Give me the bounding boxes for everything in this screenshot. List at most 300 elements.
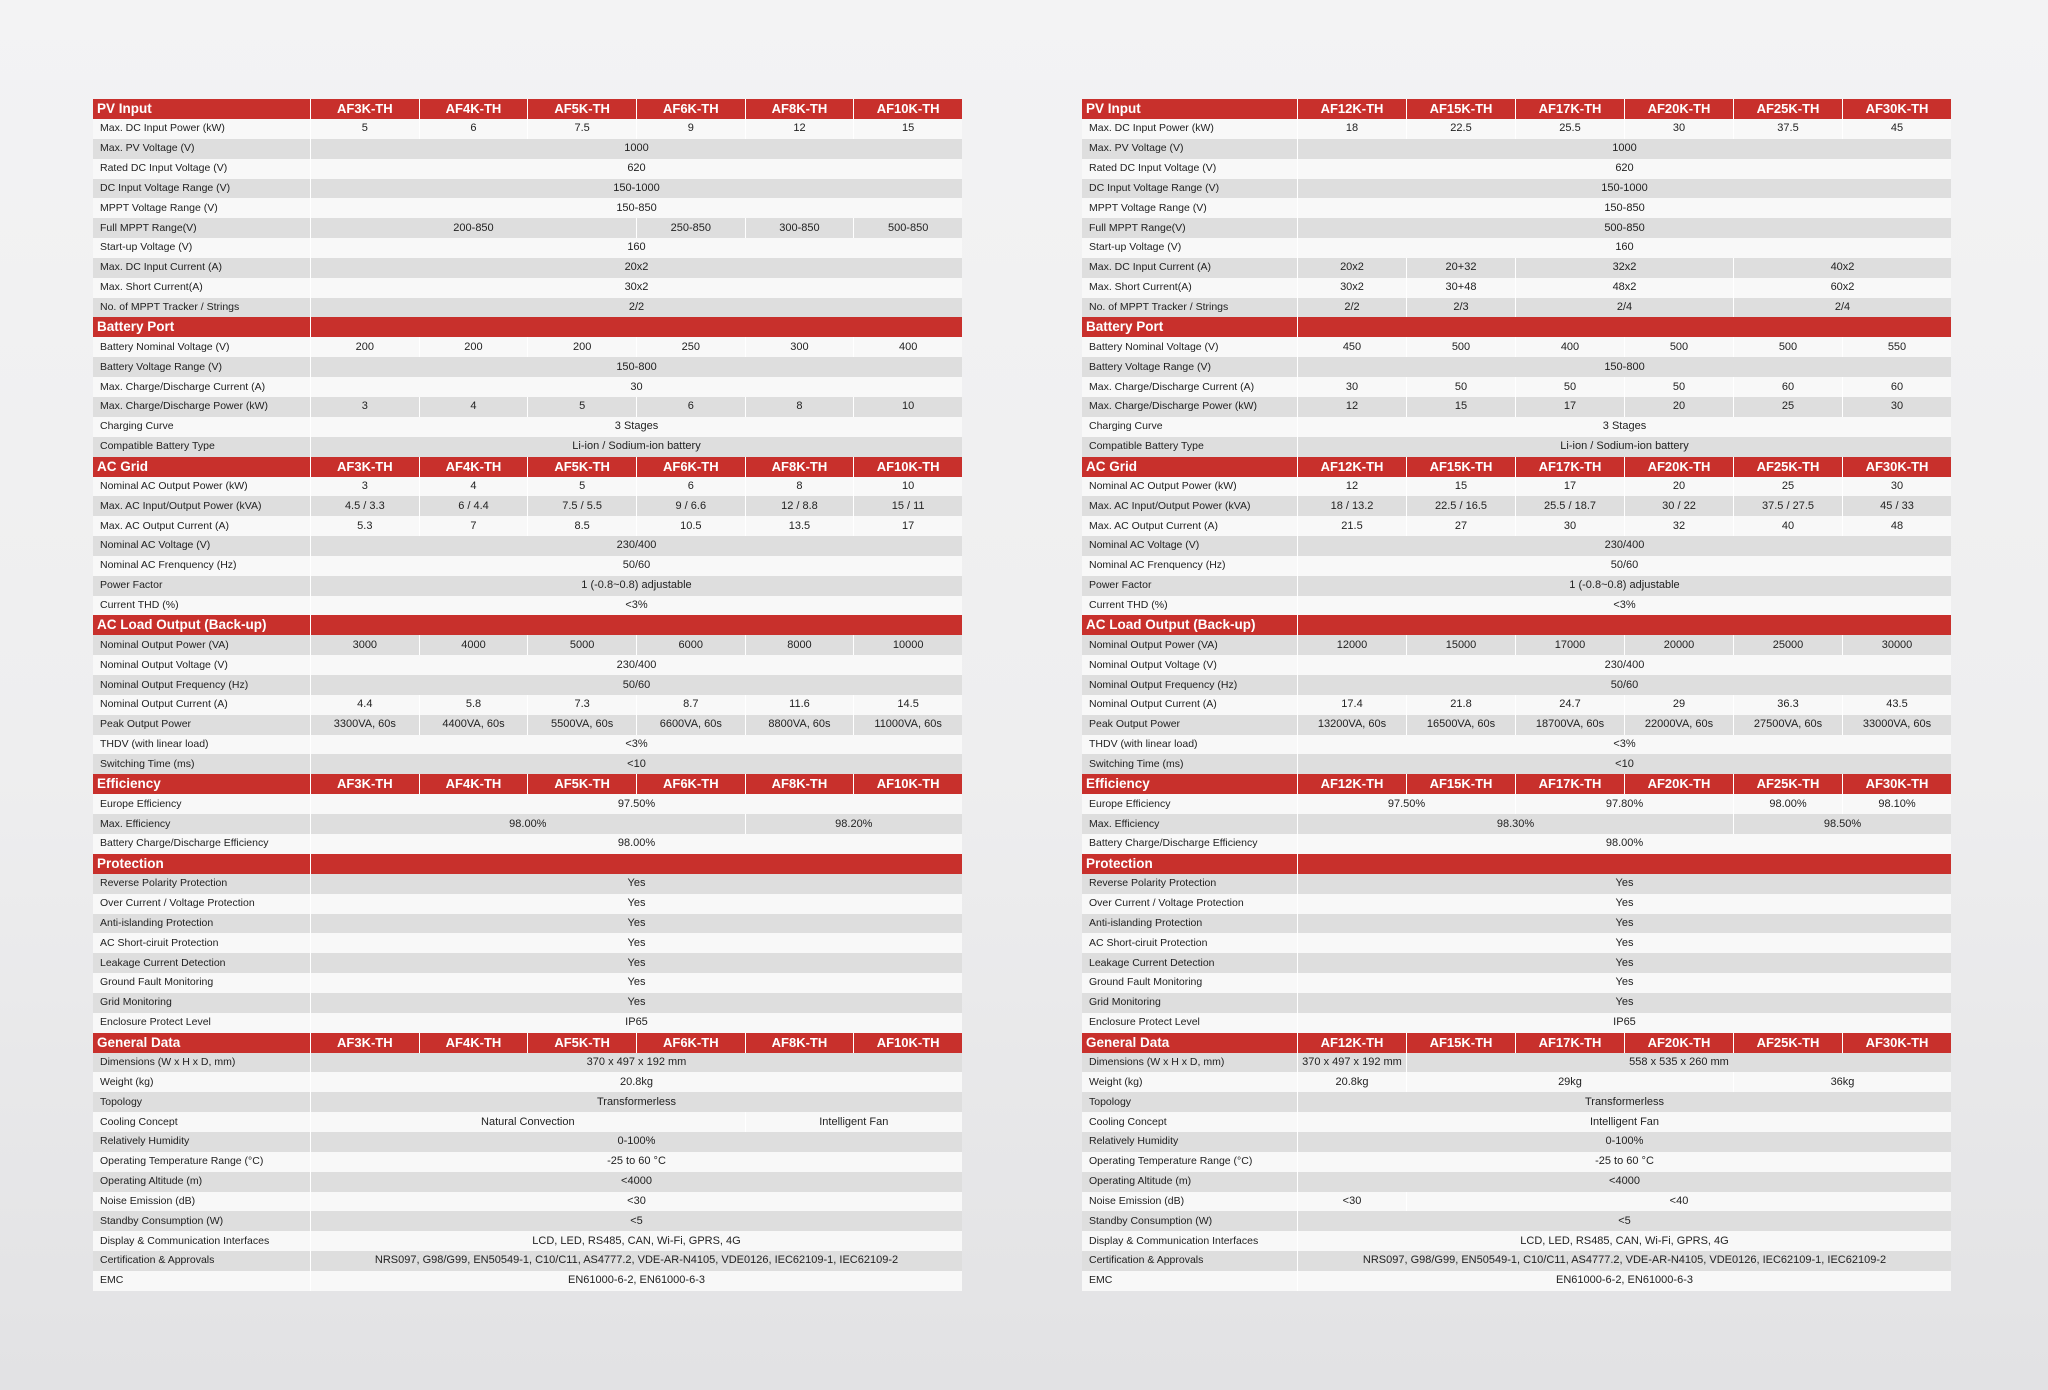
spec-value: 17 [853, 516, 962, 536]
model-header: AF20K-TH [1624, 774, 1733, 794]
spec-label: Nominal AC Frenquency (Hz) [93, 556, 310, 576]
spec-row [93, 278, 962, 298]
spec-value: Transformerless [310, 1092, 962, 1112]
spec-value: 200-850 [310, 218, 636, 238]
model-header: AF3K-TH [310, 99, 419, 119]
spec-value: 500 [1406, 337, 1515, 357]
model-header: AF25K-TH [1733, 457, 1842, 477]
spec-label: Reverse Polarity Protection [93, 874, 310, 894]
spec-row [93, 953, 962, 973]
spec-row [1082, 298, 1951, 318]
spec-row [93, 258, 962, 278]
spec-value: Yes [310, 914, 962, 934]
spec-value: 98.50% [1733, 814, 1951, 834]
spec-label: AC Short-ciruit Protection [1082, 933, 1297, 953]
spec-row [93, 179, 962, 199]
model-header: AF6K-TH [636, 99, 745, 119]
spec-row [1082, 556, 1951, 576]
spec-value: 45 [1842, 119, 1951, 139]
spec-label: THDV (with linear load) [1082, 735, 1297, 755]
section-header [1082, 99, 1951, 119]
spec-label: Grid Monitoring [93, 993, 310, 1013]
spec-row [93, 596, 962, 616]
spec-row [93, 1251, 962, 1271]
spec-row [93, 417, 962, 437]
section-title: Protection [93, 854, 310, 874]
section-title: AC Load Output (Back-up) [93, 615, 310, 635]
spec-label: MPPT Voltage Range (V) [93, 198, 310, 218]
spec-value: 97.80% [1515, 794, 1733, 814]
spec-label: Ground Fault Monitoring [1082, 973, 1297, 993]
spec-label: Enclosure Protect Level [93, 1013, 310, 1033]
spec-row [93, 556, 962, 576]
spec-value: 50 [1624, 377, 1733, 397]
spec-value: 32 [1624, 516, 1733, 536]
spec-value: <3% [1297, 596, 1951, 616]
model-header: AF15K-TH [1406, 99, 1515, 119]
spec-value: 620 [310, 159, 962, 179]
spec-value: 400 [1515, 337, 1624, 357]
spec-label: Max. DC Input Current (A) [93, 258, 310, 278]
section-header [93, 615, 962, 635]
spec-row [93, 933, 962, 953]
spec-label: Nominal Output Power (VA) [1082, 635, 1297, 655]
spec-row [1082, 576, 1951, 596]
spec-label: Max. AC Output Current (A) [1082, 516, 1297, 536]
spec-value: 36kg [1733, 1072, 1951, 1092]
spec-value: 3300VA, 60s [310, 715, 419, 735]
spec-label: Rated DC Input Voltage (V) [93, 159, 310, 179]
model-header: AF3K-TH [310, 774, 419, 794]
section-title: General Data [1082, 1033, 1297, 1053]
section-title: AC Load Output (Back-up) [1082, 615, 1297, 635]
spec-row [1082, 894, 1951, 914]
spec-label: Charging Curve [1082, 417, 1297, 437]
spec-value: 50/60 [310, 556, 962, 576]
spec-value: <3% [1297, 735, 1951, 755]
spec-value: 30 / 22 [1624, 496, 1733, 516]
spec-value: Li-ion / Sodium-ion battery [1297, 437, 1951, 457]
spec-value: 30 [1515, 516, 1624, 536]
spec-value: Yes [1297, 914, 1951, 934]
spec-value: 29 [1624, 695, 1733, 715]
spec-value: IP65 [310, 1013, 962, 1033]
spec-value: 30x2 [1297, 278, 1406, 298]
spec-label: Full MPPT Range(V) [93, 218, 310, 238]
spec-label: Battery Nominal Voltage (V) [93, 337, 310, 357]
spec-row [1082, 735, 1951, 755]
spec-value: 98.10% [1842, 794, 1951, 814]
spec-value: 7.5 / 5.5 [527, 496, 636, 516]
spec-value: 230/400 [310, 536, 962, 556]
spec-label: Topology [1082, 1092, 1297, 1112]
spec-value: 200 [310, 337, 419, 357]
spec-label: Europe Efficiency [93, 794, 310, 814]
spec-label: Max. Charge/Discharge Power (kW) [1082, 397, 1297, 417]
spec-value: 10000 [853, 635, 962, 655]
spec-value: Yes [1297, 993, 1951, 1013]
spec-value: NRS097, G98/G99, EN50549-1, C10/C11, AS4777.2, VDE-AR-N4105, VDE0126, IEC62109-1, IEC62109-2 [1297, 1251, 1951, 1271]
section-header [93, 854, 962, 874]
spec-row [93, 794, 962, 814]
spec-label: Battery Nominal Voltage (V) [1082, 337, 1297, 357]
spec-row [1082, 516, 1951, 536]
spec-row [1082, 754, 1951, 774]
spec-value: EN61000-6-2, EN61000-6-3 [1297, 1271, 1951, 1291]
spec-value: Natural Convection [310, 1112, 745, 1132]
spec-value: <3% [310, 596, 962, 616]
spec-value: 2/3 [1406, 298, 1515, 318]
spec-row [93, 218, 962, 238]
spec-label: Leakage Current Detection [93, 953, 310, 973]
spec-label: Max. Efficiency [93, 814, 310, 834]
spec-row [1082, 1211, 1951, 1231]
spec-row [1082, 258, 1951, 278]
section-header-fill [1297, 854, 1951, 874]
spec-value: Intelligent Fan [1297, 1112, 1951, 1132]
section-title: Battery Port [1082, 317, 1297, 337]
spec-label: Max. Charge/Discharge Current (A) [1082, 377, 1297, 397]
spec-row [93, 496, 962, 516]
model-header: AF15K-TH [1406, 774, 1515, 794]
spec-row [1082, 1013, 1951, 1033]
section-header-fill [1297, 615, 1951, 635]
spec-value: 60 [1733, 377, 1842, 397]
spec-value: 22.5 [1406, 119, 1515, 139]
spec-label: Ground Fault Monitoring [93, 973, 310, 993]
spec-row [93, 1271, 962, 1291]
spec-value: 150-850 [310, 198, 962, 218]
spec-value: 20 [1624, 397, 1733, 417]
spec-value: 20.8kg [1297, 1072, 1406, 1092]
section-title: Efficiency [1082, 774, 1297, 794]
section-header [1082, 615, 1951, 635]
spec-label: Power Factor [1082, 576, 1297, 596]
spec-value: 7 [419, 516, 528, 536]
spec-value: 30+48 [1406, 278, 1515, 298]
section-header [93, 317, 962, 337]
spec-label: Cooling Concept [93, 1112, 310, 1132]
spec-value: 150-850 [1297, 198, 1951, 218]
spec-label: Max. AC Input/Output Power (kVA) [93, 496, 310, 516]
spec-label: Noise Emission (dB) [93, 1192, 310, 1212]
spec-value: 300-850 [745, 218, 854, 238]
spec-label: Nominal AC Frenquency (Hz) [1082, 556, 1297, 576]
spec-row [93, 397, 962, 417]
spec-value: Yes [310, 993, 962, 1013]
spec-row [93, 1112, 962, 1132]
spec-row [93, 1013, 962, 1033]
spec-value: 30 [1842, 397, 1951, 417]
spec-label: Full MPPT Range(V) [1082, 218, 1297, 238]
spec-row [1082, 1053, 1951, 1073]
spec-value: 5500VA, 60s [527, 715, 636, 735]
spec-value: 11.6 [745, 695, 854, 715]
spec-value: 17 [1515, 477, 1624, 497]
spec-value: 25000 [1733, 635, 1842, 655]
section-header [1082, 774, 1951, 794]
spec-row [93, 139, 962, 159]
spec-value: 30 [310, 377, 962, 397]
spec-row [1082, 437, 1951, 457]
spec-value: 300 [745, 337, 854, 357]
spec-value: 12000 [1297, 635, 1406, 655]
spec-value: 27500VA, 60s [1733, 715, 1842, 735]
spec-value: 3000 [310, 635, 419, 655]
model-header: AF20K-TH [1624, 99, 1733, 119]
spec-value: IP65 [1297, 1013, 1951, 1033]
model-header: AF4K-TH [419, 1033, 528, 1053]
spec-value: 6600VA, 60s [636, 715, 745, 735]
spec-value: 60x2 [1733, 278, 1951, 298]
spec-row [1082, 496, 1951, 516]
model-header: AF10K-TH [853, 457, 962, 477]
spec-value: 40 [1733, 516, 1842, 536]
spec-value: 250-850 [636, 218, 745, 238]
spec-value: 98.00% [1733, 794, 1842, 814]
model-header: AF3K-TH [310, 1033, 419, 1053]
spec-value: 20x2 [1297, 258, 1406, 278]
model-header: AF17K-TH [1515, 457, 1624, 477]
spec-value: 33000VA, 60s [1842, 715, 1951, 735]
spec-value: 5 [310, 119, 419, 139]
section-header-fill [1297, 317, 1951, 337]
spec-value: 5 [527, 477, 636, 497]
spec-label: Standby Consumption (W) [93, 1211, 310, 1231]
spec-value: 8000 [745, 635, 854, 655]
spec-label: Max. Charge/Discharge Current (A) [93, 377, 310, 397]
spec-value: 4.5 / 3.3 [310, 496, 419, 516]
spec-value: 8 [745, 477, 854, 497]
spec-row [1082, 814, 1951, 834]
spec-value: 3 Stages [310, 417, 962, 437]
model-header: AF17K-TH [1515, 99, 1624, 119]
spec-row [1082, 119, 1951, 139]
model-header: AF25K-TH [1733, 99, 1842, 119]
spec-value: 200 [419, 337, 528, 357]
spec-value: 500 [1733, 337, 1842, 357]
spec-row [93, 1211, 962, 1231]
spec-value: 20+32 [1406, 258, 1515, 278]
spec-label: Switching Time (ms) [1082, 754, 1297, 774]
spec-row [1082, 139, 1951, 159]
section-header [1082, 854, 1951, 874]
spec-value: 22.5 / 16.5 [1406, 496, 1515, 516]
spec-value: 18 / 13.2 [1297, 496, 1406, 516]
spec-label: Nominal Output Voltage (V) [93, 655, 310, 675]
spec-label: Anti-islanding Protection [1082, 914, 1297, 934]
spec-row [1082, 357, 1951, 377]
spec-value: 20.8kg [310, 1072, 962, 1092]
model-header: AF6K-TH [636, 1033, 745, 1053]
spec-value: 98.20% [745, 814, 962, 834]
spec-value: 2/2 [310, 298, 962, 318]
spec-value: 4000 [419, 635, 528, 655]
spec-value: 60 [1842, 377, 1951, 397]
spec-sheet-left [93, 99, 962, 1291]
spec-row [1082, 973, 1951, 993]
spec-row [93, 655, 962, 675]
spec-label: Battery Voltage Range (V) [1082, 357, 1297, 377]
spec-label: Relatively Humidity [1082, 1132, 1297, 1152]
spec-value: 21.5 [1297, 516, 1406, 536]
model-header: AF5K-TH [527, 1033, 636, 1053]
spec-label: No. of MPPT Tracker / Strings [93, 298, 310, 318]
model-header: AF5K-TH [527, 457, 636, 477]
spec-value: 25 [1733, 477, 1842, 497]
spec-label: Power Factor [93, 576, 310, 596]
spec-row [93, 1132, 962, 1152]
spec-label: Max. DC Input Power (kW) [1082, 119, 1297, 139]
model-header: AF30K-TH [1842, 1033, 1951, 1053]
spec-value: 50 [1515, 377, 1624, 397]
spec-label: Nominal Output Voltage (V) [1082, 655, 1297, 675]
spec-label: Nominal AC Output Power (kW) [1082, 477, 1297, 497]
section-title: Battery Port [93, 317, 310, 337]
spec-row [93, 357, 962, 377]
spec-label: Nominal AC Output Power (kW) [93, 477, 310, 497]
section-header [93, 457, 962, 477]
model-header: AF25K-TH [1733, 774, 1842, 794]
spec-value: 30 [1842, 477, 1951, 497]
spec-row [1082, 675, 1951, 695]
spec-value: -25 to 60 °C [1297, 1152, 1951, 1172]
spec-value: Transformerless [1297, 1092, 1951, 1112]
spec-label: Switching Time (ms) [93, 754, 310, 774]
spec-value: 45 / 33 [1842, 496, 1951, 516]
model-header: AF6K-TH [636, 774, 745, 794]
spec-label: DC Input Voltage Range (V) [93, 179, 310, 199]
spec-value: NRS097, G98/G99, EN50549-1, C10/C11, AS4777.2, VDE-AR-N4105, VDE0126, IEC62109-1, IEC62109-2 [310, 1251, 962, 1271]
spec-value: Yes [310, 933, 962, 953]
spec-label: Current THD (%) [1082, 596, 1297, 616]
spec-value: 98.00% [310, 834, 962, 854]
spec-value: 3 Stages [1297, 417, 1951, 437]
spec-value: Li-ion / Sodium-ion battery [310, 437, 962, 457]
spec-value: 2/4 [1733, 298, 1951, 318]
model-header: AF4K-TH [419, 774, 528, 794]
spec-value: Yes [1297, 874, 1951, 894]
spec-label: Grid Monitoring [1082, 993, 1297, 1013]
spec-label: Weight (kg) [93, 1072, 310, 1092]
spec-value: 48 [1842, 516, 1951, 536]
spec-label: Max. Short Current(A) [93, 278, 310, 298]
model-header: AF15K-TH [1406, 1033, 1515, 1053]
spec-value: 10 [853, 477, 962, 497]
model-header: AF30K-TH [1842, 457, 1951, 477]
spec-row [1082, 1271, 1951, 1291]
spec-label: Nominal AC Voltage (V) [1082, 536, 1297, 556]
model-header: AF20K-TH [1624, 457, 1733, 477]
model-header: AF8K-TH [745, 774, 854, 794]
section-header [93, 99, 962, 119]
spec-label: Dimensions (W x H x D, mm) [93, 1053, 310, 1073]
spec-value: 150-1000 [1297, 179, 1951, 199]
spec-value: 10 [853, 397, 962, 417]
spec-label: Nominal AC Voltage (V) [93, 536, 310, 556]
spec-value: 9 / 6.6 [636, 496, 745, 516]
spec-value: <5 [310, 1211, 962, 1231]
spec-label: Relatively Humidity [93, 1132, 310, 1152]
section-title: AC Grid [93, 457, 310, 477]
model-header: AF17K-TH [1515, 774, 1624, 794]
spec-row [93, 1053, 962, 1073]
spec-value: 36.3 [1733, 695, 1842, 715]
spec-label: Max. DC Input Current (A) [1082, 258, 1297, 278]
spec-value: 40x2 [1733, 258, 1951, 278]
spec-value: 6 / 4.4 [419, 496, 528, 516]
spec-value: 24.7 [1515, 695, 1624, 715]
spec-value: 0-100% [1297, 1132, 1951, 1152]
spec-row [93, 1072, 962, 1092]
spec-label: AC Short-ciruit Protection [93, 933, 310, 953]
spec-value: 7.3 [527, 695, 636, 715]
spec-label: Cooling Concept [1082, 1112, 1297, 1132]
spec-row [93, 894, 962, 914]
spec-value: 1 (-0.8~0.8) adjustable [310, 576, 962, 596]
model-header: AF8K-TH [745, 457, 854, 477]
section-title: Protection [1082, 854, 1297, 874]
model-header: AF3K-TH [310, 457, 419, 477]
spec-value: 13.5 [745, 516, 854, 536]
spec-row [1082, 1112, 1951, 1132]
section-title: General Data [93, 1033, 310, 1053]
model-header: AF10K-TH [853, 1033, 962, 1053]
section-title: PV Input [1082, 99, 1297, 119]
spec-value: Yes [310, 953, 962, 973]
spec-value: 30000 [1842, 635, 1951, 655]
spec-row [93, 198, 962, 218]
spec-label: Operating Temperature Range (°C) [1082, 1152, 1297, 1172]
spec-row [1082, 1172, 1951, 1192]
model-header: AF4K-TH [419, 457, 528, 477]
spec-label: Enclosure Protect Level [1082, 1013, 1297, 1033]
spec-value: 1000 [310, 139, 962, 159]
spec-row [93, 1152, 962, 1172]
spec-value: 250 [636, 337, 745, 357]
spec-value: 3 [310, 477, 419, 497]
spec-value: <30 [310, 1192, 962, 1212]
spec-label: Start-up Voltage (V) [93, 238, 310, 258]
spec-value: 25.5 [1515, 119, 1624, 139]
spec-row [1082, 1072, 1951, 1092]
spec-value: Yes [1297, 933, 1951, 953]
spec-value: <10 [1297, 754, 1951, 774]
model-header: AF12K-TH [1297, 1033, 1406, 1053]
spec-value: 50/60 [310, 675, 962, 695]
spec-value: 10.5 [636, 516, 745, 536]
spec-value: 6 [419, 119, 528, 139]
spec-value: 27 [1406, 516, 1515, 536]
spec-value: 8 [745, 397, 854, 417]
spec-row [1082, 1132, 1951, 1152]
spec-label: Over Current / Voltage Protection [93, 894, 310, 914]
spec-value: LCD, LED, RS485, CAN, Wi-Fi, GPRS, 4G [1297, 1231, 1951, 1251]
spec-value: 18 [1297, 119, 1406, 139]
spec-value: 21.8 [1406, 695, 1515, 715]
spec-value: 150-1000 [310, 179, 962, 199]
spec-label: Compatible Battery Type [1082, 437, 1297, 457]
spec-value: 97.50% [1297, 794, 1515, 814]
spec-value: 230/400 [1297, 536, 1951, 556]
spec-row [1082, 655, 1951, 675]
spec-value: 160 [1297, 238, 1951, 258]
spec-label: Max. Short Current(A) [1082, 278, 1297, 298]
spec-row [93, 159, 962, 179]
model-header: AF25K-TH [1733, 1033, 1842, 1053]
spec-value: 17.4 [1297, 695, 1406, 715]
spec-value: <4000 [1297, 1172, 1951, 1192]
